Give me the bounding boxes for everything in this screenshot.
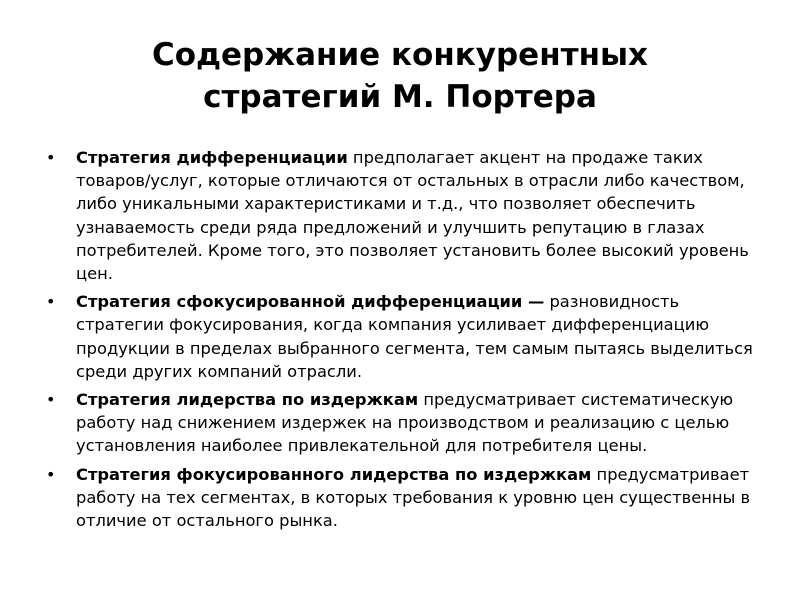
bullet-dot-icon: • — [46, 148, 56, 167]
bullet-list — [46, 146, 758, 537]
bullet-dot-icon: • — [46, 292, 56, 312]
bullet-text: разновидность стратегии фокусирования, когда компания усиливает дифференциацию продукции в пределах выбранного сегмента, тем самым пытаясь выделиться среди других компаний отрасли. — [76, 292, 753, 381]
bullet-dot-icon: • — [46, 464, 56, 484]
bullet-term: Стратегия фокусированного лидерства по издержкам — [76, 464, 592, 484]
bullet-term: Стратегия дифференциации — [76, 148, 348, 167]
bullet-term: Стратегия сфокусированной дифференциации — — [76, 292, 545, 312]
bullet-text: предполагает акцент на продаже таких товаров/услуг, которые отличаются от остальных в отрасли либо качеством, либо уникальными характеристиками и т.д., что позволяет обеспечить узнаваемость среди ряда предложений и улучшить репутацию в глазах потребителей. Кроме того, это позволяет установить более высокий уровень цен. — [76, 148, 749, 284]
bullet-item-cost-leadership — [46, 388, 758, 458]
title-line-2: стратегий М. Портера — [203, 79, 597, 115]
bullet-text: предусматривает систематическую работу над снижением издержек на производством и реализацию с целью установления наиболее привлекательной для потребителя цены. — [76, 390, 734, 456]
bullet-item-focused-cost-leadership — [46, 463, 758, 533]
bullet-text: предусматривает работу на тех сегментах, в которых требования к уровню цен существенны в отличие от остального рынка. — [76, 464, 751, 531]
title-line-1: Содержание конкурентных — [151, 37, 649, 73]
bullet-item-differentiation — [46, 146, 758, 285]
bullet-dot-icon: • — [46, 390, 56, 410]
bullet-term: Стратегия лидерства по издержкам — [76, 390, 419, 410]
slide-title — [60, 34, 740, 118]
bullet-item-focused-differentiation — [46, 290, 758, 383]
